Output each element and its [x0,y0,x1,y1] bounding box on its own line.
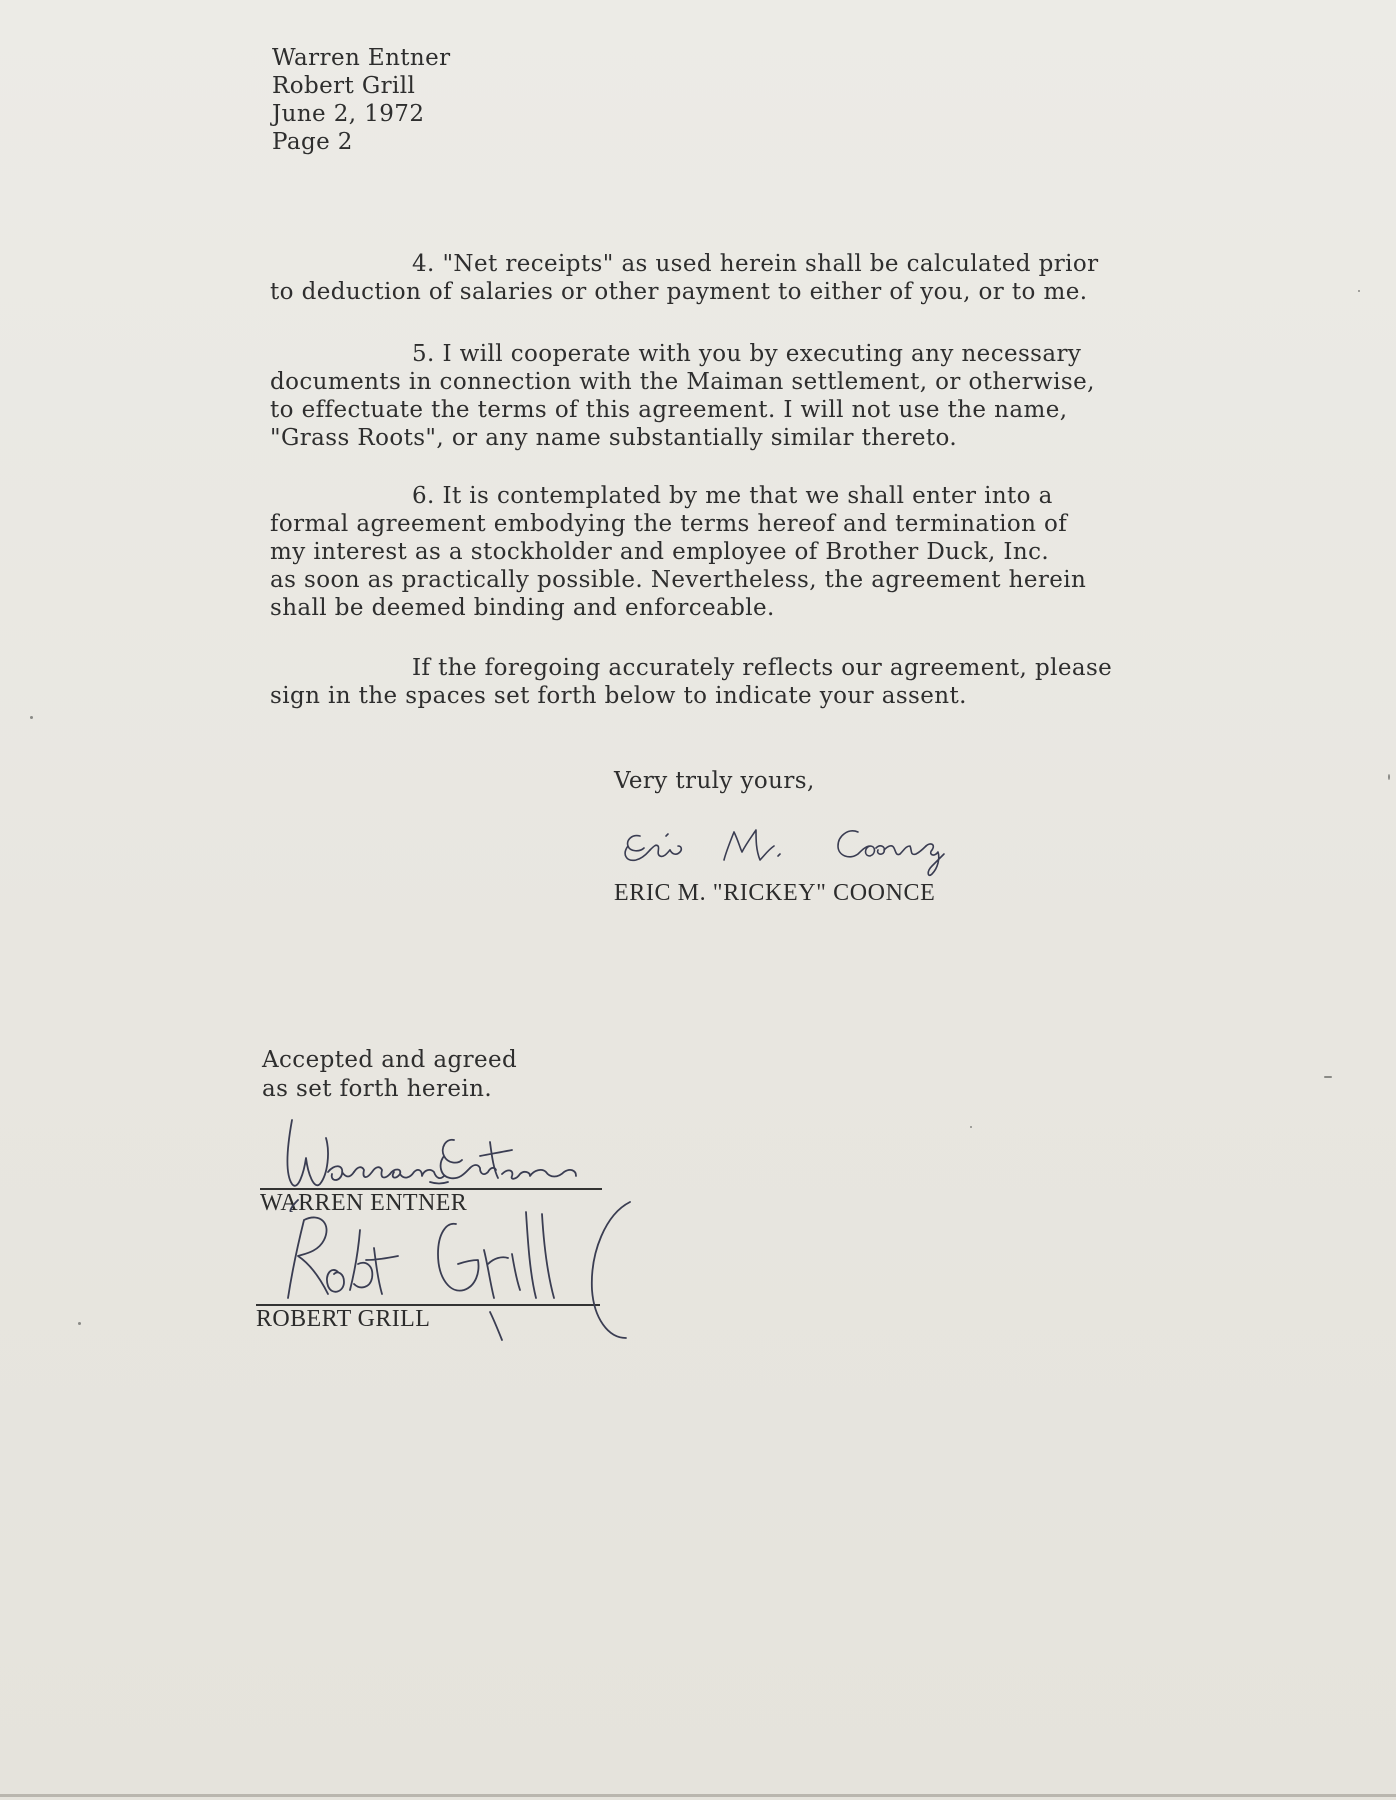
eric-coonce-signature [614,806,994,882]
closing-salutation: Very truly yours, [614,768,815,794]
header-date: June 2, 1972 [272,101,425,127]
paragraph-5-line-4: "Grass Roots", or any name substantially similar thereto. [270,425,958,451]
paragraph-assent [270,654,1230,710]
paragraph-6-line-2: formal agreement embodying the terms hereof and termination of [270,511,1068,537]
letter-header [272,44,451,156]
paper-speck [1324,1076,1332,1078]
paragraph-6-line-4: as soon as practically possible. Nevertheless, the agreement herein [270,567,1087,593]
paragraph-5-line-2: documents in connection with the Maiman settlement, or otherwise, [270,369,1095,395]
paragraph-5-line-1: 5. I will cooperate with you by executing any necessary [412,341,1082,367]
paper-speck [970,1126,972,1128]
robert-grill-signature [258,1194,658,1344]
paragraph-6-line-3: my interest as a stockholder and employee of Brother Duck, Inc. [270,539,1050,565]
acceptance-line-1: Accepted and agreed [262,1047,518,1073]
paragraph-5-line-3: to effectuate the terms of this agreement. I will not use the name, [270,397,1068,423]
paragraph-4 [270,250,1230,306]
paper-speck [1358,290,1360,292]
header-page-number: Page 2 [272,129,353,155]
header-recipient-1: Warren Entner [272,45,451,71]
paragraph-6 [270,482,1230,622]
paragraph-4-line-1: 4. "Net receipts" as used herein shall be calculated prior [412,251,1099,277]
paper-speck [78,1322,81,1325]
paragraph-4-line-2: to deduction of salaries or other payment to either of you, or to me. [270,279,1088,305]
paragraph-assent-line-2: sign in the spaces set forth below to indicate your assent. [270,683,967,709]
signatory-robert-grill: ROBERT GRILL [256,1306,431,1332]
paper-speck [1388,774,1390,780]
paragraph-6-line-5: shall be deemed binding and enforceable. [270,595,775,621]
acceptance-line-2: as set forth herein. [262,1076,493,1102]
paragraph-assent-line-1: If the foregoing accurately reflects our agreement, please [412,655,1113,681]
paragraph-5 [270,340,1230,452]
paper-speck [30,716,33,719]
header-recipient-2: Robert Grill [272,73,416,99]
paragraph-6-line-1: 6. It is contemplated by me that we shall enter into a [412,483,1053,509]
acceptance-statement [262,1046,517,1104]
signatory-warren-entner: WARREN ENTNER [260,1190,468,1216]
paper-bottom-edge [0,1794,1396,1797]
signer-name: ERIC M. "RICKEY" COONCE [614,880,936,906]
